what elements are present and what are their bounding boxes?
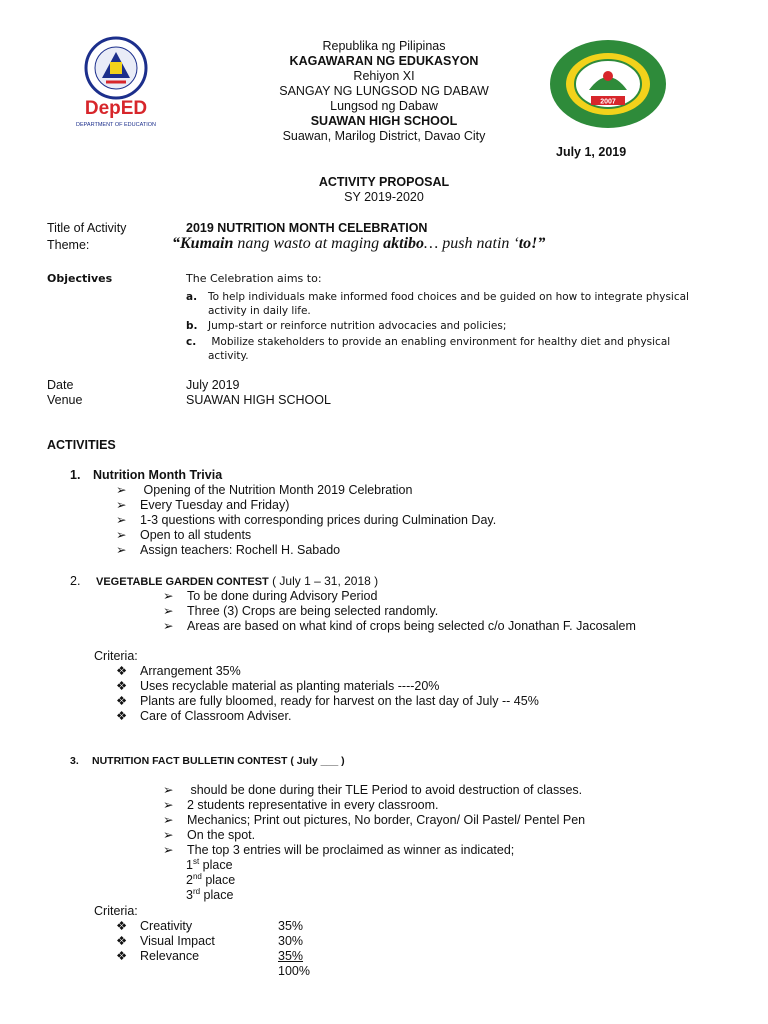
list-item: ➢ should be done during their TLE Period to avoid destruction of classes. bbox=[163, 783, 583, 797]
criteria-item: ❖ Arrangement 35% bbox=[116, 664, 241, 678]
objective-item: c. Mobilize stakeholders to provide an enabling environment for healthy diet and physical activity. bbox=[186, 336, 671, 362]
activity-number: 3. bbox=[70, 755, 79, 767]
criteria-item: ❖ Relevance 35% bbox=[116, 949, 304, 963]
activity-title: Nutrition Month Trivia bbox=[93, 468, 223, 482]
activity-3-list bbox=[163, 783, 585, 858]
header-line: KAGAWARAN NG EDUKASYON bbox=[289, 54, 479, 68]
arrow-bullet-icon: ➢ bbox=[163, 604, 174, 618]
objective-item: b. Jump-start or reinforce nutrition advocacies and policies; bbox=[186, 320, 507, 332]
date-value: July 2019 bbox=[186, 378, 240, 392]
objectives-label: Objectives bbox=[47, 272, 113, 285]
header-line: Lungsod ng Dabaw bbox=[330, 99, 438, 113]
venue-value: SUAWAN HIGH SCHOOL bbox=[186, 393, 331, 407]
list-item: ➢ Opening of the Nutrition Month 2019 Celebration bbox=[116, 483, 413, 497]
arrow-bullet-icon: ➢ bbox=[116, 528, 127, 542]
list-item: ➢ Every Tuesday and Friday) bbox=[116, 498, 290, 512]
diamond-bullet-icon: ❖ bbox=[116, 664, 128, 678]
activity-1-list bbox=[116, 483, 496, 558]
title-value: 2019 NUTRITION MONTH CELEBRATION bbox=[186, 221, 428, 235]
title-label: Title of Activity bbox=[47, 221, 127, 235]
arrow-bullet-icon: ➢ bbox=[163, 619, 174, 633]
activity-title: NUTRITION FACT BULLETIN CONTEST ( July ___ ) bbox=[92, 755, 345, 767]
activities-heading: ACTIVITIES bbox=[47, 438, 116, 452]
list-item: ➢ Open to all students bbox=[116, 528, 252, 542]
arrow-bullet-icon: ➢ bbox=[163, 798, 174, 812]
header-line: Suawan, Marilog District, Davao City bbox=[282, 129, 486, 143]
activity-3-criteria bbox=[116, 919, 303, 964]
theme-label: Theme: bbox=[47, 238, 90, 252]
diamond-bullet-icon: ❖ bbox=[116, 949, 128, 963]
diamond-bullet-icon: ❖ bbox=[116, 679, 128, 693]
list-item: ➢ Mechanics; Print out pictures, No border, Crayon/ Oil Pastel/ Pentel Pen bbox=[163, 813, 586, 827]
arrow-bullet-icon: ➢ bbox=[116, 498, 127, 512]
header-line: SUAWAN HIGH SCHOOL bbox=[310, 114, 458, 128]
arrow-bullet-icon: ➢ bbox=[163, 783, 174, 797]
arrow-bullet-icon: ➢ bbox=[116, 513, 127, 527]
activity-2-criteria bbox=[116, 664, 539, 724]
criteria-label: Criteria: bbox=[94, 649, 138, 663]
place-item: 1st place bbox=[186, 856, 233, 872]
arrow-bullet-icon: ➢ bbox=[163, 813, 174, 827]
theme-value: “Kumain nang wasto at maging aktibo… push natin ‘to!” bbox=[172, 235, 546, 252]
diamond-bullet-icon: ❖ bbox=[116, 694, 128, 708]
list-item: ➢ On the spot. bbox=[163, 828, 256, 842]
arrow-bullet-icon: ➢ bbox=[163, 589, 174, 603]
diamond-bullet-icon: ❖ bbox=[116, 934, 128, 948]
arrow-bullet-icon: ➢ bbox=[163, 828, 174, 842]
objective-item: a. To help individuals make informed food choices and be guided on how to integrate physical activity in daily life. bbox=[186, 291, 689, 317]
diamond-bullet-icon: ❖ bbox=[116, 709, 128, 723]
arrow-bullet-icon: ➢ bbox=[163, 843, 174, 857]
criteria-item: ❖ Visual Impact 30% bbox=[116, 934, 304, 948]
objectives-intro: The Celebration aims to: bbox=[186, 272, 322, 285]
arrow-bullet-icon: ➢ bbox=[116, 543, 127, 557]
place-item: 2nd place bbox=[186, 871, 236, 887]
header-line: Rehiyon XI bbox=[353, 69, 415, 83]
list-item: ➢ 1-3 questions with corresponding prices during Culmination Day. bbox=[116, 513, 497, 527]
arrow-bullet-icon: ➢ bbox=[116, 483, 127, 497]
activity-number: 1. bbox=[70, 468, 81, 482]
letterhead bbox=[0, 39, 768, 144]
place-item: 3rd place bbox=[186, 886, 234, 902]
criteria-item: ❖ Creativity 35% bbox=[116, 919, 304, 933]
list-item: ➢ 2 students representative in every classroom. bbox=[163, 798, 439, 812]
activity-2-list bbox=[163, 589, 636, 634]
list-item: ➢ To be done during Advisory Period bbox=[163, 589, 378, 603]
header-line: SANGAY NG LUNGSOD NG DABAW bbox=[279, 84, 489, 98]
activity-title: VEGETABLE GARDEN CONTEST ( July 1 – 31, 2018 ) bbox=[96, 574, 379, 588]
criteria-total: 100% bbox=[278, 964, 310, 978]
criteria-item: ❖ Care of Classroom Adviser. bbox=[116, 709, 292, 723]
criteria-item: ❖ Plants are fully bloomed, ready for harvest on the last day of July -- 45% bbox=[116, 694, 539, 708]
header-line: Republika ng Pilipinas bbox=[322, 39, 446, 53]
list-item: ➢ Three (3) Crops are being selected randomly. bbox=[163, 604, 439, 618]
list-item: ➢ Areas are based on what kind of crops being selected c/o Jonathan F. Jacosalem bbox=[163, 619, 636, 633]
document-title: ACTIVITY PROPOSAL bbox=[318, 175, 450, 189]
school-year: SY 2019-2020 bbox=[344, 190, 424, 204]
activity-number: 2. bbox=[70, 574, 81, 588]
deped-wordmark: DepED bbox=[84, 98, 148, 119]
deped-subtitle: DEPARTMENT OF EDUCATION bbox=[76, 122, 156, 128]
diamond-bullet-icon: ❖ bbox=[116, 919, 128, 933]
places-list bbox=[186, 858, 235, 903]
document-date: July 1, 2019 bbox=[556, 145, 627, 159]
date-label: Date bbox=[47, 378, 74, 392]
criteria-item: ❖ Uses recyclable material as planting materials ----20% bbox=[116, 679, 440, 693]
venue-label: Venue bbox=[47, 393, 83, 407]
list-item: ➢ Assign teachers: Rochell H. Sabado bbox=[116, 543, 341, 557]
school-logo-year: 2007 bbox=[600, 98, 616, 106]
criteria-label: Criteria: bbox=[94, 904, 138, 918]
list-item: ➢ The top 3 entries will be proclaimed as winner as indicated; bbox=[163, 843, 515, 857]
